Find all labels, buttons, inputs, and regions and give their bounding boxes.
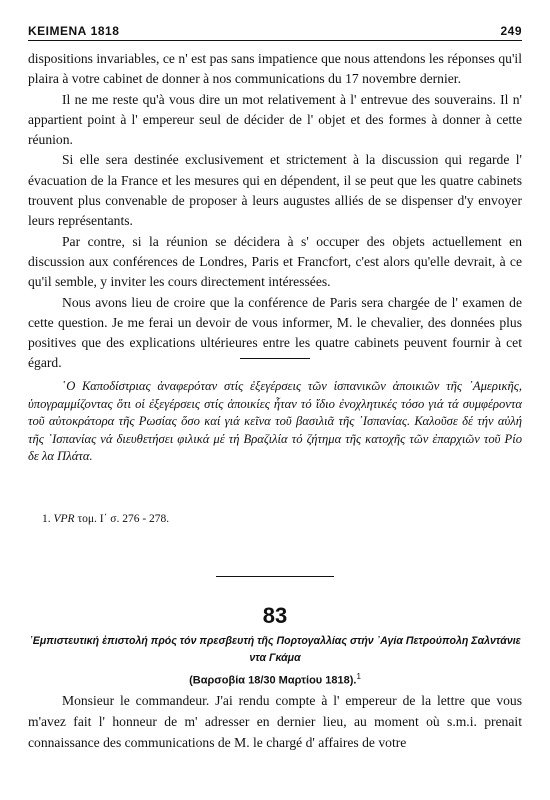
letter-text [28,690,522,753]
greek-note-text: ῾Ο Καποδίστριας ἀναφερόταν στίς ἐξεγέρσεις τῶν ἱσπανικῶν ἀποικιῶν τῆς ᾿Αμερικῆς, ὑπογραμμίζοντας ὅτι οἱ ἐξεγέρσεις στίς ἀποικίες ἦταν τό ἴδιο ἐνοχλητικές τόσο γιά τά συμφέροντα τοῦ αὐτοκράτορα τῆς Ρωσίας ὅσο καί γιά κεῖνα τοῦ βασιλιᾶ τῆς ᾿Ισπανίας. Καλοῦσε δέ τήν αὐλή τῆς ᾿Ισπανίας νά διευθετήσει φιλικά μέ τή Βραζιλία τό ζήτημα τῆς κατοχῆς τῶν ἐπαρχιῶν τοῦ Ρίο δε λα Πλάτα. [28,379,522,464]
header-rule [28,40,522,41]
footnote-reference: τομ. Ι΄ σ. 276 - 278. [77,513,170,525]
running-header [28,20,522,38]
editorial-note [28,378,522,466]
paragraph-2: Il ne me reste qu'à vous dire un mot relativement à l' entrevue des souverains. Il n' appartient point à l' empereur seul de décider de l' objet et des formes à donner à cette réunion. [28,91,522,148]
section-divider [240,358,310,359]
footnote-marker: 1. [42,513,51,525]
paragraph-3: Si elle sera destinée exclusivement et strictement à la discussion qui regarde l' évacuation de la France et les mesures qui en dépendent, il se peut que les quatre cabinets trouvent plus convenable de proposer à leurs augustes alliés de se dispenser d'y envoyer leurs représentants. [28,152,522,229]
paragraph-4: Par contre, si la réunion se décidera à s' occuper des objets actuellement en discussion aux conférences de Londres, Paris et Francfort, c'est alors qu'elle devrait, à ce qu'il semble, y inviter les cours directement intéressées. [28,233,522,290]
footnote [42,511,169,527]
document-number: 83 [262,603,288,628]
footnote-ref-mark: 1 [356,672,361,681]
paragraph-5: Nous avons lieu de croire que la conférence de Paris sera chargée de l' examen de cette question. Je me ferai un devoir de vous informer, M. le chevalier, des données plus positives que des explications ultérieures entre les quatre cabinets peuvent fournir à cet égard. [28,294,522,371]
letter-opening: Monsieur le commandeur. J'ai rendu compte à l' empereur de la lettre que vous m'avez fait l' honneur de m' adresser en dernier lieu, au moment où s.m.i. prenait connaissance des communications de M. le chargé d' affaires de votre [28,693,522,750]
footnote-source: VPR [53,513,75,525]
page-number: 249 [500,24,522,38]
document-date [28,668,522,690]
document-date-text: (Βαρσοβία 18/30 Μαρτίου 1818). [189,674,357,687]
paragraph-1: dispositions invariables, ce n' est pas sans impatience que nous attendons les réponses qu'il plaira à votre cabinet de donner à nos communications du 17 novembre dernier. [28,51,522,87]
main-text [28,49,522,374]
running-head-title: ΚΕΙΜΕΝΑ 1818 [28,24,120,38]
document-title: ᾿Εμπιστευτική ἐπιστολή πρός τόν πρεσβευτή τῆς Πορτογαλλίας στήν ᾿Αγία Πετρούπολη Σαλντάνιε ντα Γκάμα [29,635,521,664]
document-divider [216,576,334,577]
